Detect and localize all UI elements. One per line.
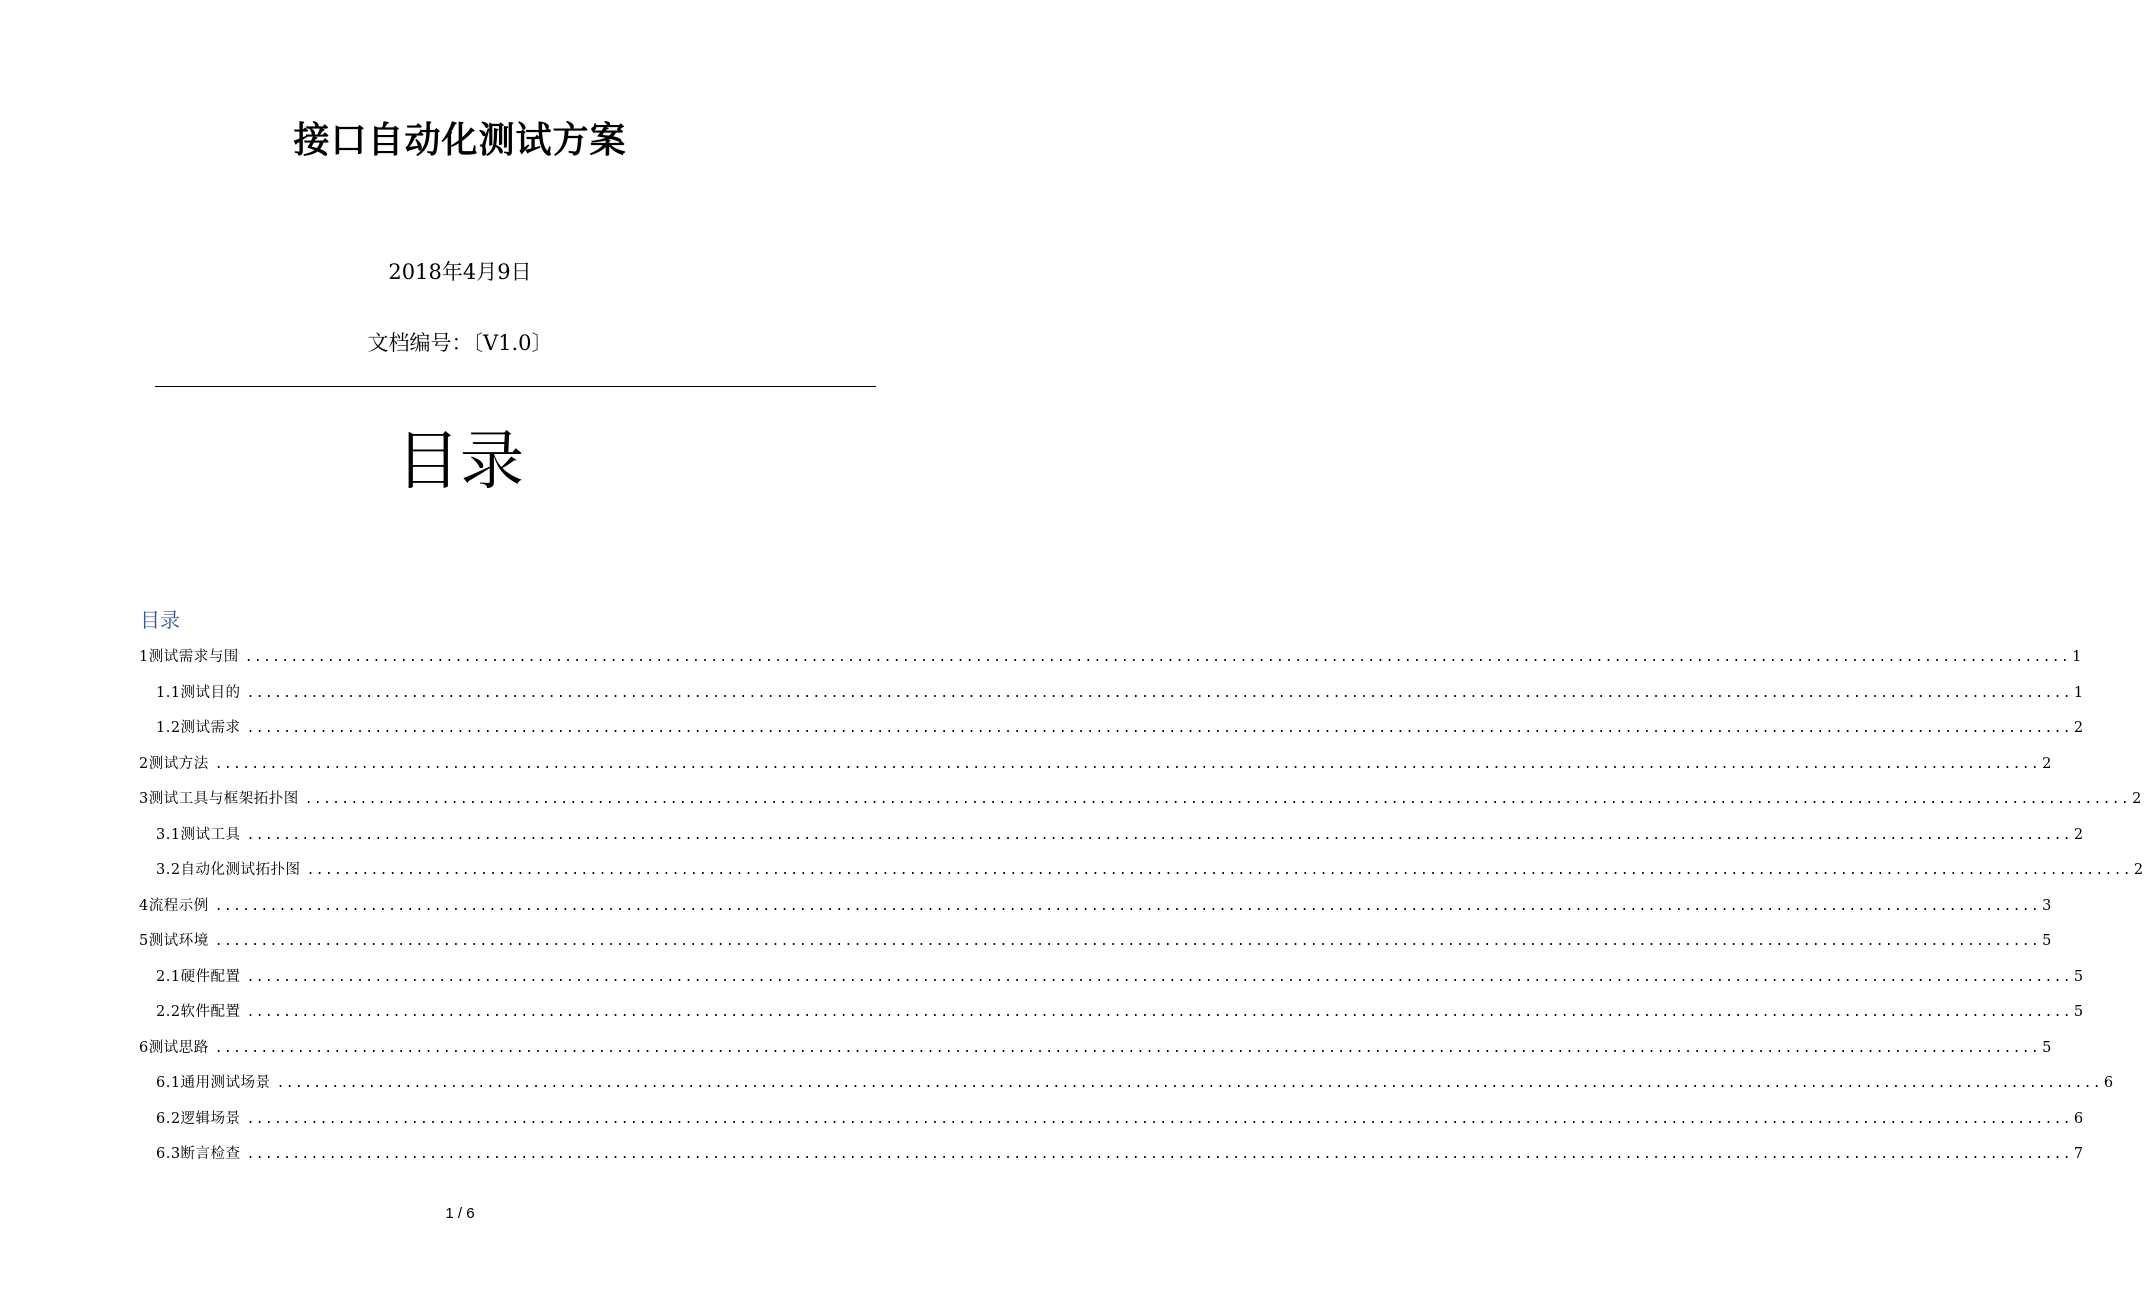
toc-entry[interactable] [139,1102,2084,1138]
toc-entry[interactable] [139,995,2084,1031]
toc-leader-dots: ........................................................................................................................................................................................................ [246,1005,2072,1020]
toc-entry-page: 3 [2042,897,2052,914]
toc-entry-label: 1测试需求与围 [139,649,239,665]
horizontal-divider [155,386,876,387]
toc-entry-label: 6测试思路 [139,1039,209,1056]
toc-leader-dots: ........................................................................................................................................................................................................ [304,792,2131,807]
toc-entry-page: 7 [2073,1146,2084,1162]
toc-entry-page: 5 [2073,1004,2084,1020]
toc-leader-dots: ........................................................................................................................................................................................................ [246,721,2072,736]
toc-heading: 目录 [140,608,180,632]
toc-entry-page: 5 [2042,933,2052,949]
toc-entry-page: 2 [2133,862,2144,878]
toc-entry-label: 5测试环境 [139,933,209,949]
toc-entry-page: 2 [2073,720,2084,736]
toc-big-title: 目录 [396,425,524,499]
toc-leader-dots: ........................................................................................................................................................................................................ [246,1147,2072,1162]
toc-entry-page: 1 [2073,684,2084,701]
toc-entry-label: 2测试方法 [139,755,209,772]
toc-entry-page: 2 [2042,755,2052,772]
toc-entry-label: 6.1通用测试场景 [156,1075,271,1091]
toc-entry-page: 6 [2073,1110,2084,1127]
toc-entry[interactable] [139,747,2052,783]
document-date: 2018年4月9日 [388,260,532,284]
toc-entry[interactable] [139,676,2084,712]
toc-entry[interactable] [139,782,2142,818]
toc-entry-page: 1 [2072,649,2082,665]
toc-entry-page: 6 [2103,1075,2114,1091]
toc-entry[interactable] [139,640,2082,676]
toc-leader-dots: ........................................................................................................................................................................................................ [214,898,2041,914]
toc-leader-dots: ........................................................................................................................................................................................................ [214,934,2041,949]
table-of-contents [139,640,2144,1173]
toc-leader-dots: ........................................................................................................................................................................................................ [306,863,2132,878]
toc-entry[interactable] [139,1137,2084,1173]
toc-entry-label: 2.2软件配置 [156,1004,241,1020]
toc-entry-page: 5 [2042,1039,2052,1056]
toc-entry-label: 3.2自动化测试拓扑图 [156,862,301,878]
toc-entry-label: 1.1测试目的 [156,684,241,701]
toc-entry[interactable] [139,711,2084,747]
toc-entry-label: 3.1测试工具 [156,826,241,843]
toc-leader-dots: ........................................................................................................................................................................................................ [246,685,2072,701]
toc-entry-label: 6.2逻辑场景 [156,1110,241,1127]
toc-entry[interactable] [139,853,2144,889]
toc-entry-page: 5 [2073,968,2084,985]
toc-entry[interactable] [139,818,2084,854]
toc-leader-dots: ........................................................................................................................................................................................................ [214,756,2041,772]
toc-entry[interactable] [139,1066,2114,1102]
toc-leader-dots: ........................................................................................................................................................................................................ [214,1040,2041,1056]
toc-leader-dots: ........................................................................................................................................................................................................ [276,1076,2102,1091]
document-title: 接口自动化测试方案 [293,119,627,161]
toc-entry-page: 2 [2073,826,2084,843]
toc-entry[interactable] [139,889,2052,925]
toc-leader-dots: ........................................................................................................................................................................................................ [246,1111,2072,1127]
toc-leader-dots: ........................................................................................................................................................................................................ [246,969,2072,985]
toc-entry-label: 2.1硬件配置 [156,968,241,985]
page-indicator: 1 / 6 [445,1205,475,1222]
toc-leader-dots: ........................................................................................................................................................................................................ [246,827,2072,843]
toc-entry-label: 3测试工具与框架拓扑图 [139,791,299,807]
toc-entry[interactable] [139,960,2084,996]
document-number: 文档编号：〔V1.0〕 [367,331,553,355]
toc-leader-dots: ........................................................................................................................................................................................................ [244,650,2071,665]
toc-entry-label: 4流程示例 [139,897,209,914]
toc-entry[interactable] [139,924,2052,960]
toc-entry[interactable] [139,1031,2052,1067]
toc-entry-label: 1.2测试需求 [156,720,241,736]
toc-entry-label: 6.3断言检查 [156,1146,241,1162]
toc-entry-page: 2 [2132,791,2142,807]
